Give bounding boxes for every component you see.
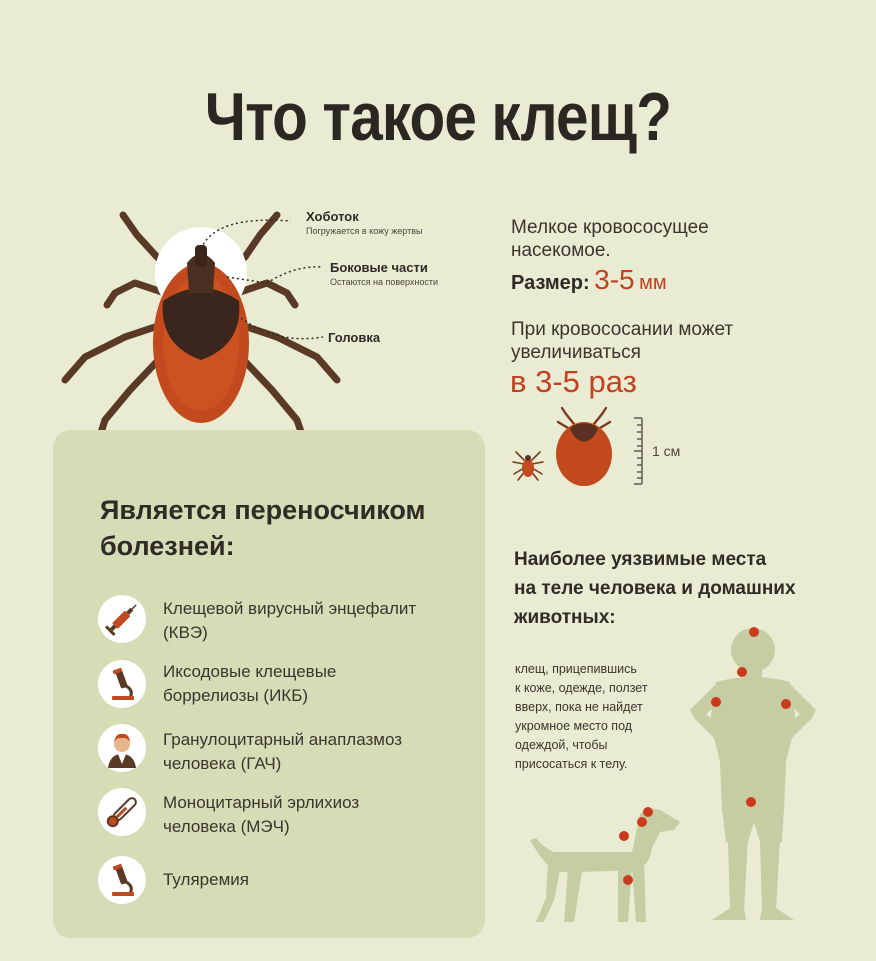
disease-item-3-line-2: человека (ГАЧ) (163, 754, 282, 773)
size-label: Размер: (511, 272, 590, 294)
disease-item-1 (163, 597, 416, 645)
size-row (511, 264, 667, 296)
diseases-heading-line-2: болезней: (100, 531, 235, 561)
disease-item-3 (163, 728, 402, 776)
dog-silhouette (520, 800, 690, 930)
proboscis-subtitle: Погружается в кожу жертвы (306, 226, 423, 236)
disease-item-4 (163, 791, 359, 839)
head-title: Головка (328, 330, 381, 345)
disease-item-2-line-2: боррелиозы (ИКБ) (163, 686, 309, 705)
page-title: Что такое клещ? (204, 79, 672, 155)
description-line-1: Мелкое кровососущее (511, 217, 709, 238)
microscope-icon (98, 856, 146, 904)
disease-item-5 (163, 868, 249, 892)
vulnerable-text-line-3: вверх, пока не найдет (515, 700, 643, 714)
disease-item-2-line-1: Иксодовые клещевые (163, 662, 337, 681)
vulnerable-text-line-6: присосаться к телу. (515, 757, 628, 771)
vulnerable-heading-line-2: на теле человека и домашних (514, 578, 796, 599)
size-value: 3-5 (594, 264, 635, 295)
grow-line-2: увеличиваться (511, 342, 641, 363)
vulnerable-heading-line-3: животных: (514, 607, 616, 628)
vulnerable-text-line-1: клещ, прицепившись (515, 662, 637, 676)
vulnerable-text-line-2: к коже, одежде, ползет (515, 681, 648, 695)
vulnerable-text-line-5: одеждой, чтобы (515, 738, 608, 752)
vulnerable-heading (514, 545, 834, 632)
vulnerable-text-line-4: укромное место под (515, 719, 633, 733)
doctor-icon (98, 724, 146, 772)
disease-item-4-line-1: Моноцитарный эрлихиоз (163, 793, 360, 812)
description-line-2: насекомое. (511, 240, 611, 261)
disease-item-2 (163, 660, 336, 708)
diseases-heading-line-1: Является переносчиком (100, 495, 426, 525)
human-silhouette (676, 622, 826, 927)
side-parts-title: Боковые части (330, 260, 428, 275)
grow-value: в 3-5 раз (510, 364, 637, 399)
vulnerable-heading-line-1: Наиболее уязвимые места (514, 549, 767, 570)
grow-line-1: При кровососании может (511, 319, 734, 340)
thermometer-icon (98, 788, 146, 836)
scale-label: 1 см (652, 443, 681, 459)
size-unit: мм (639, 272, 667, 294)
disease-item-3-line-1: Гранулоцитарный анаплазмоз (163, 730, 403, 749)
microscope-icon (98, 660, 146, 708)
disease-item-4-line-2: человека (МЭЧ) (163, 817, 290, 836)
diseases-heading (100, 492, 480, 564)
side-parts-subtitle: Остаются на поверхности (330, 277, 439, 287)
proboscis-title: Хоботок (306, 209, 359, 224)
disease-item-1-line-1: Клещевой вирусный энцефалит (163, 599, 417, 618)
syringe-icon (98, 595, 146, 643)
disease-item-5-line-1: Туляремия (163, 870, 249, 889)
disease-item-1-line-2: (КВЭ) (163, 623, 208, 642)
tick-size-comparison (508, 406, 668, 488)
